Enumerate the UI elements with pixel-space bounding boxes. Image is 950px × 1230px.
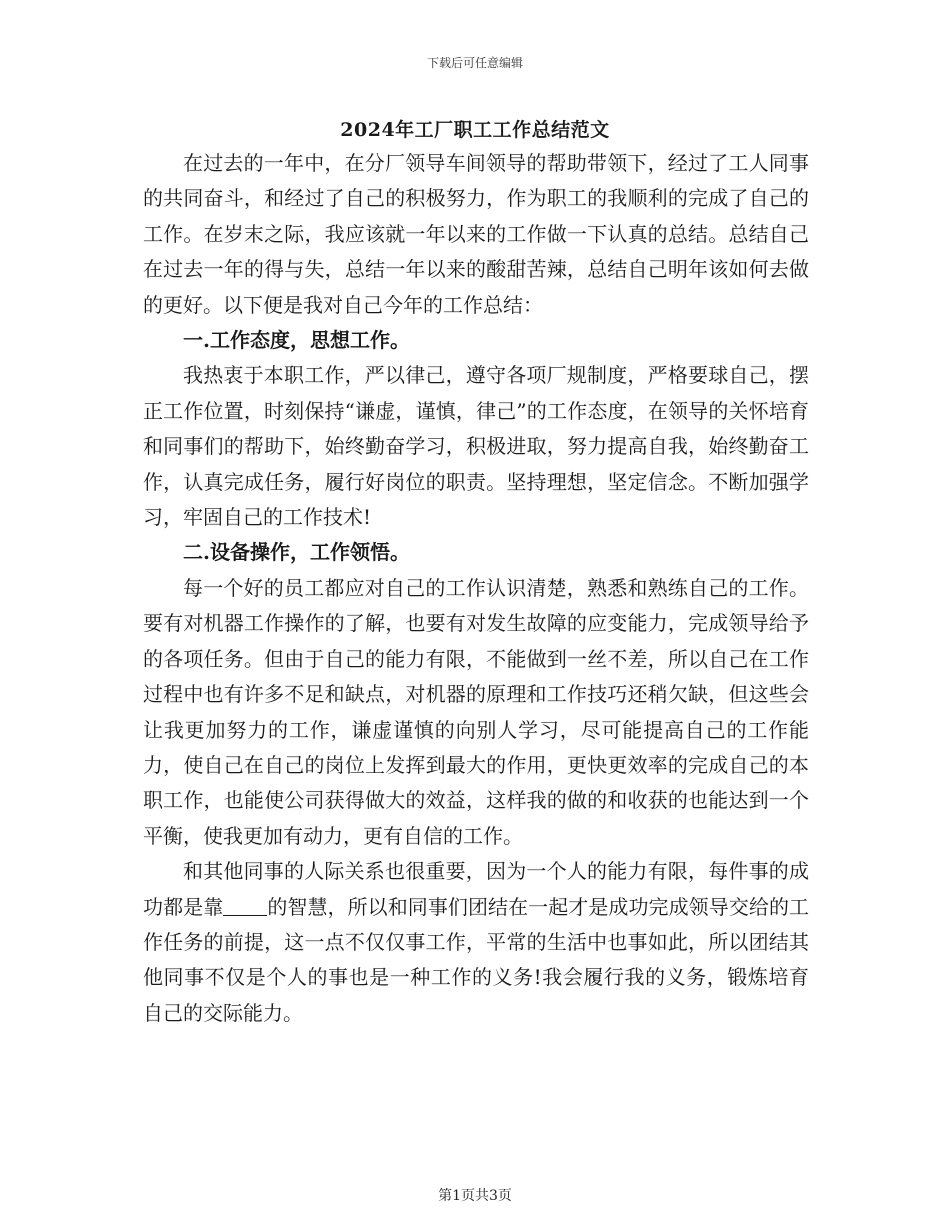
section-1-paragraph: 我热衷于本职工作，严以律己，遵守各项厂规制度，严格要球自己，摆正工作位置，时刻保持“谦虚，谨慎，律己”的工作态度，在领导的关怀培育和同事们的帮助下，始终勤奋学习，积极进取，努力提高自我，始终勤奋工作，认真完成任务，履行好岗位的职责。坚持理想，坚定信念。不断加强学习，牢固自己的工作技术! <box>143 363 809 530</box>
section-heading-2: 二.设备操作，工作领悟。 <box>183 540 410 565</box>
section-2-paragraph: 每一个好的员工都应对自己的工作认识清楚，熟悉和熟练自己的工作。要有对机器工作操作的了解，也要有对发生故障的应变能力，完成领导给予的各项任务。但由于自己的能力有限，不能做到一丝不差，所以自己在工作过程中也有许多不足和缺点，对机器的原理和工作技巧还稍欠缺，但这些会让我更加努力的工作，谦虚谨慎的向别人学习，尽可能提高自己的工作能力，使自己在自己的岗位上发挥到最大的作用，更快更效率的完成自己的本职工作，也能使公司获得做大的效益，这样我的做的和收获的也能达到一个平衡，使我更加有动力，更有自信的工作。 <box>143 575 809 848</box>
page-header-note: 下载后可任意编辑 <box>426 56 523 70</box>
teamwork-text-end: 的智慧，所以和同事们团结在一起才是成功完成领导交给的工作任务的前提，这一点不仅仅事工作，平常的生活中也事如此，所以团结其他同事不仅是个人的事也是一种工作的义务!我会履行我的义务，锻炼培育自己的交际能力。 <box>143 894 810 1025</box>
intro-paragraph: 在过去的一年中，在分厂领导车间领导的帮助带领下，经过了工人同事的共同奋斗，和经过了自己的积极努力，作为职工的我顺利的完成了自己的工作。在岁末之际，我应该就一年以来的工作做一下认真的总结。总结自己在过去一年的得与失，总结一年以来的酸甜苦辣，总结自己明年该如何去做的更好。以下便是我对自己今年的工作总结： <box>143 151 809 317</box>
page-number: 第1页共3页 <box>438 1188 512 1204</box>
fill-in-blank <box>223 897 267 916</box>
teamwork-paragraph <box>143 854 809 1031</box>
document-body <box>143 146 809 1031</box>
section-heading-1: 一.工作态度，思想工作。 <box>183 328 410 353</box>
document-title: 2024年工厂职工工作总结范文 <box>340 119 610 141</box>
teamwork-text-start: 和其他同事的人际关系也很重要，因为一个人的能力有限，每件事的成功都是靠 <box>143 859 809 919</box>
